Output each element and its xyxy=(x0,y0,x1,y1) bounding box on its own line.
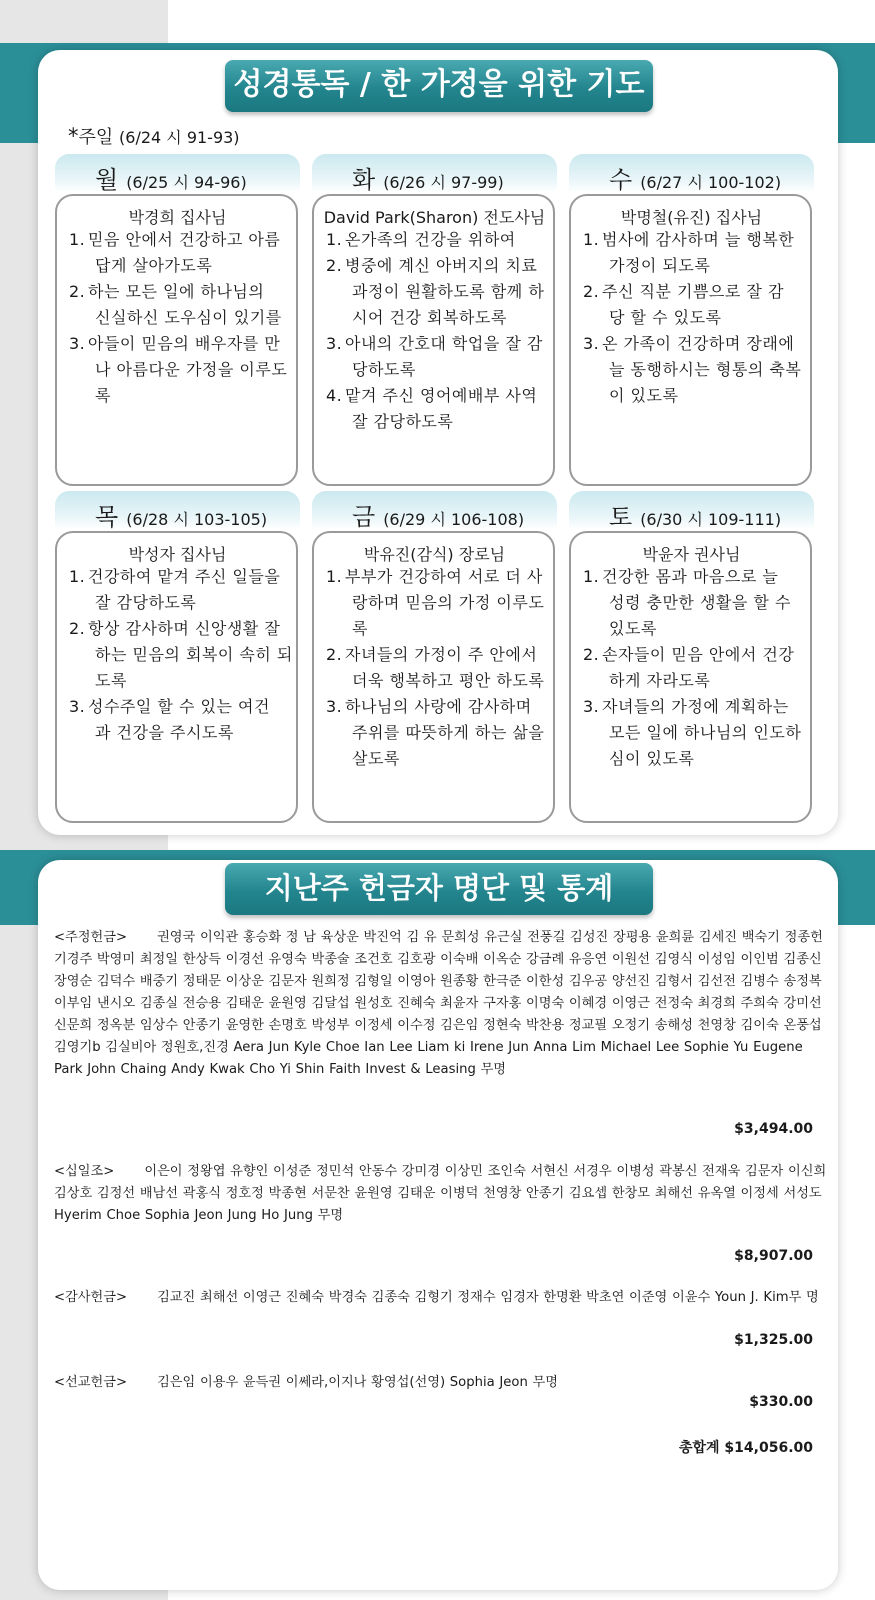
prayer-item xyxy=(583,564,801,642)
prayer-item-number: 2. xyxy=(69,619,86,638)
prayer-item-line: 하나님의 사랑에 감사하며 xyxy=(345,697,532,716)
day-header xyxy=(609,160,781,195)
sunday-date: (6/24 시 91-93) xyxy=(119,128,240,147)
offering-amount: $330.00 xyxy=(749,1394,813,1410)
prayer-item xyxy=(583,227,801,279)
prayer-item xyxy=(69,227,287,279)
day-name: 금 xyxy=(352,503,376,531)
prayer-item-line: 건강한 몸과 마음으로 늘 xyxy=(602,567,779,586)
prayer-item-line: 손자들이 믿음 안에서 건강 xyxy=(602,645,795,664)
sunday-reading xyxy=(68,123,240,149)
day-name: 목 xyxy=(95,503,119,531)
prayer-item xyxy=(69,694,293,746)
offering-amount: $3,494.00 xyxy=(734,1121,813,1137)
offering-mission xyxy=(54,1372,829,1394)
offering-regular xyxy=(54,927,829,1081)
offering-total xyxy=(679,1437,813,1457)
prayer-item-number: 2. xyxy=(326,256,343,275)
prayer-item-line: 있도록 xyxy=(609,619,657,638)
bible-reading-title: 성경통독 / 한 가정을 위한 기도 xyxy=(225,60,653,112)
prayer-item-number: 2. xyxy=(583,645,600,664)
prayer-item-line: 나 아름다운 가정을 이루도 xyxy=(95,360,288,379)
prayer-item-number: 3. xyxy=(69,334,86,353)
prayer-item-line: 성수주일 할 수 있는 여건 xyxy=(88,697,270,716)
offering-amount: $8,907.00 xyxy=(734,1248,813,1264)
prayer-item-line: 주위를 따뜻하게 하는 삶을 xyxy=(352,723,545,742)
total-amount: $14,056.00 xyxy=(724,1440,813,1456)
prayer-item-number: 1. xyxy=(583,567,600,586)
prayer-item-line: 이 있도록 xyxy=(609,386,679,405)
prayer-items xyxy=(326,564,544,772)
prayer-person: 박명철(유진) 집사님 xyxy=(620,208,763,227)
day-header xyxy=(352,497,524,532)
prayer-item-number: 3. xyxy=(326,334,343,353)
prayer-item-line: 온 가족이 건강하며 장래에 xyxy=(602,334,795,353)
prayer-item-line: 항상 감사하며 신앙생활 잘 xyxy=(88,619,281,638)
prayer-items xyxy=(69,227,287,409)
prayer-person: 박윤자 권사님 xyxy=(642,545,741,564)
offering-names: 김교진 최해선 이영근 진혜숙 박경숙 김종숙 김형기 정재수 임경자 한명환 박초연 이준영 이윤수 Youn J. Kim무 명 xyxy=(157,1290,819,1305)
prayer-item-line: 성령 충만한 생활을 할 수 xyxy=(609,593,791,612)
prayer-item xyxy=(326,694,544,772)
day-name: 토 xyxy=(609,503,633,531)
offering-names: 이은이 정왕엽 유향인 이성준 정민석 안동수 강미경 이상민 조인숙 서현신 서경우 이병성 곽봉신 전재욱 김문자 이신희 김상호 김정선 배남선 곽홍식 정호정 박종현 서문찬 윤원영 김태운 이병덕 천영창 안종기 김요셉 한창모 최해선 유옥열 이정세 서성도 Hyerim Choe Sophia Jeon Jung Ho Jung 무명 xyxy=(54,1164,827,1223)
prayer-item xyxy=(69,564,293,616)
prayer-item-line: 록 xyxy=(95,386,111,405)
prayer-item-number: 2. xyxy=(326,645,343,664)
prayer-item-line: 온가족의 건강을 위하여 xyxy=(345,230,516,249)
prayer-item-line: 시어 건강 회복하도록 xyxy=(352,308,507,327)
prayer-item-number: 2. xyxy=(583,282,600,301)
prayer-item-number: 2. xyxy=(69,282,86,301)
day-header xyxy=(95,160,247,195)
prayer-item-line: 아내의 간호대 학업을 잘 감 xyxy=(345,334,543,353)
prayer-item xyxy=(583,279,801,331)
prayer-item-line: 아들이 믿음의 배우자를 만 xyxy=(88,334,281,353)
prayer-item-line: 록 xyxy=(352,619,368,638)
prayer-item-line: 과 건강을 주시도록 xyxy=(95,723,234,742)
offering-thanks xyxy=(54,1287,829,1309)
prayer-item-line: 과정이 원활하도록 함께 하 xyxy=(352,282,545,301)
prayer-item-number: 3. xyxy=(583,334,600,353)
offering-names: 권영국 이익관 홍승화 정 남 육상운 박진억 김 유 문희성 유근실 전풍길 김성진 장평용 윤희륜 김세진 백숙기 정종헌 기경주 박영미 최정일 한상득 이경선 유영숙 박종술 조건호 김호광 이숙배 이옥순 강금례 유응연 이원선 김영식 이성임 이인범 김종신 장영순 김덕수 배중기 정태문 이상운 김문자 원희정 김형일 이영아 원종황 한극준 이한성 김우공 양선진 김형서 김선전 김병수 송정복 이부임 낸시오 김종실 전승용 김태운 윤원영 김달섭 원성호 진혜숙 최윤자 구자홍 이명숙 이혜경 이영근 전정숙 최경희 주희숙 강미선 신문희 정옥분 임상수 안종기 윤영한 손명호 박성부 이정세 이수정 김은임 정현숙 박찬용 정교필 오정기 송해성 천영창 김이숙 온풍섭 김영기b 김실비아 정원호,진경 Aera Jun Kyle Choe Ian Lee Liam ki Irene Jun Anna Lim Michael Lee Sophie Yu Eugene Park John Chaing Andy Kwak Cho Yi Shin Faith Invest & Leasing 무명 xyxy=(54,930,823,1077)
prayer-item-number: 1. xyxy=(69,567,86,586)
total-label: 총합계 xyxy=(678,1440,720,1456)
day-reading-date: (6/30 시 109-111) xyxy=(640,510,782,529)
prayer-item-line: 자녀들의 가정에 계획하는 xyxy=(602,697,789,716)
prayer-item-number: 1. xyxy=(583,230,600,249)
prayer-item-line: 병중에 계신 아버지의 치료 xyxy=(345,256,538,275)
prayer-item-line: 하게 자라도록 xyxy=(609,671,711,690)
prayer-item-line: 더욱 행복하고 평안 하도록 xyxy=(352,671,545,690)
prayer-item-line: 하는 모든 일에 하나님의 xyxy=(88,282,265,301)
prayer-item xyxy=(326,227,544,253)
offering-label: <십일조> xyxy=(54,1164,115,1179)
prayer-item-line: 답게 살아가도록 xyxy=(95,256,213,275)
day-reading-date: (6/25 시 94-96) xyxy=(126,173,247,192)
prayer-item-line: 믿음 안에서 건강하고 아름 xyxy=(88,230,281,249)
prayer-item-line: 당하도록 xyxy=(352,360,416,379)
prayer-item xyxy=(69,279,287,331)
day-header xyxy=(609,497,781,532)
prayer-item-number: 3. xyxy=(326,697,343,716)
sunday-label: 주일 xyxy=(78,127,114,148)
day-name: 월 xyxy=(95,166,119,194)
prayer-item xyxy=(583,642,801,694)
day-header xyxy=(352,160,504,195)
offering-list-title: 지난주 헌금자 명단 및 통계 xyxy=(225,863,653,915)
offering-label: <선교헌금> xyxy=(54,1375,128,1390)
prayer-item-number: 3. xyxy=(69,697,86,716)
prayer-item-line: 도록 xyxy=(95,671,127,690)
day-reading-date: (6/28 시 103-105) xyxy=(126,510,268,529)
prayer-item-line: 범사에 감사하며 늘 행복한 xyxy=(602,230,795,249)
day-header xyxy=(95,497,267,532)
prayer-item xyxy=(583,694,801,772)
prayer-item-line: 당 할 수 있도록 xyxy=(609,308,722,327)
offering-label: <주정헌금> xyxy=(54,930,128,945)
prayer-items xyxy=(69,564,293,746)
offering-tithe xyxy=(54,1161,829,1227)
prayer-item-number: 3. xyxy=(583,697,600,716)
day-reading-date: (6/27 시 100-102) xyxy=(640,173,782,192)
prayer-item xyxy=(69,616,293,694)
prayer-item-line: 잘 감당하도록 xyxy=(95,593,197,612)
prayer-items xyxy=(583,564,801,772)
prayer-item xyxy=(326,331,544,383)
prayer-item xyxy=(326,642,544,694)
day-name: 수 xyxy=(609,166,633,194)
prayer-person: 박성자 집사님 xyxy=(128,545,227,564)
day-name: 화 xyxy=(352,166,376,194)
prayer-item-number: 4. xyxy=(326,386,343,405)
day-reading-date: (6/29 시 106-108) xyxy=(383,510,525,529)
prayer-person: David Park(Sharon) 전도사님 xyxy=(323,208,546,227)
prayer-item-number: 1. xyxy=(326,567,343,586)
prayer-item-line: 늘 동행하시는 형통의 축복 xyxy=(609,360,802,379)
prayer-item-number: 1. xyxy=(69,230,86,249)
prayer-item-line: 부부가 건강하여 서로 더 사 xyxy=(345,567,543,586)
sunday-star: * xyxy=(68,124,79,148)
day-reading-date: (6/26 시 97-99) xyxy=(383,173,504,192)
prayer-items xyxy=(583,227,801,409)
prayer-items xyxy=(326,227,544,435)
prayer-item-number: 1. xyxy=(326,230,343,249)
prayer-item-line: 랑하며 믿음의 가정 이루도 xyxy=(352,593,545,612)
prayer-item-line: 자녀들의 가정이 주 안에서 xyxy=(345,645,538,664)
prayer-item-line: 하는 믿음의 회복이 속히 되 xyxy=(95,645,293,664)
prayer-item-line: 신실하신 도우심이 있기를 xyxy=(95,308,282,327)
prayer-item xyxy=(326,564,544,642)
prayer-item xyxy=(69,331,287,409)
prayer-person: 박경희 집사님 xyxy=(128,208,227,227)
prayer-item-line: 잘 감당하도록 xyxy=(352,412,454,431)
prayer-item-line: 가정이 되도록 xyxy=(609,256,711,275)
prayer-item xyxy=(326,383,544,435)
offering-amount: $1,325.00 xyxy=(734,1332,813,1348)
prayer-item-line: 맡겨 주신 영어예배부 사역 xyxy=(345,386,538,405)
offering-names: 김은임 이용우 윤득권 이쎄라,이지나 황영섭(선영) Sophia Jeon 무명 xyxy=(157,1375,558,1390)
prayer-item-line: 건강하여 맡겨 주신 일들을 xyxy=(88,567,281,586)
prayer-person: 박유진(감식) 장로님 xyxy=(363,545,506,564)
prayer-item-line: 심이 있도록 xyxy=(609,749,695,768)
prayer-item-line: 모든 일에 하나님의 인도하 xyxy=(609,723,802,742)
prayer-item-line: 주신 직분 기쁨으로 잘 감 xyxy=(602,282,784,301)
prayer-item xyxy=(326,253,544,331)
prayer-item xyxy=(583,331,801,409)
offering-label: <감사헌금> xyxy=(54,1290,128,1305)
prayer-item-line: 살도록 xyxy=(352,749,400,768)
